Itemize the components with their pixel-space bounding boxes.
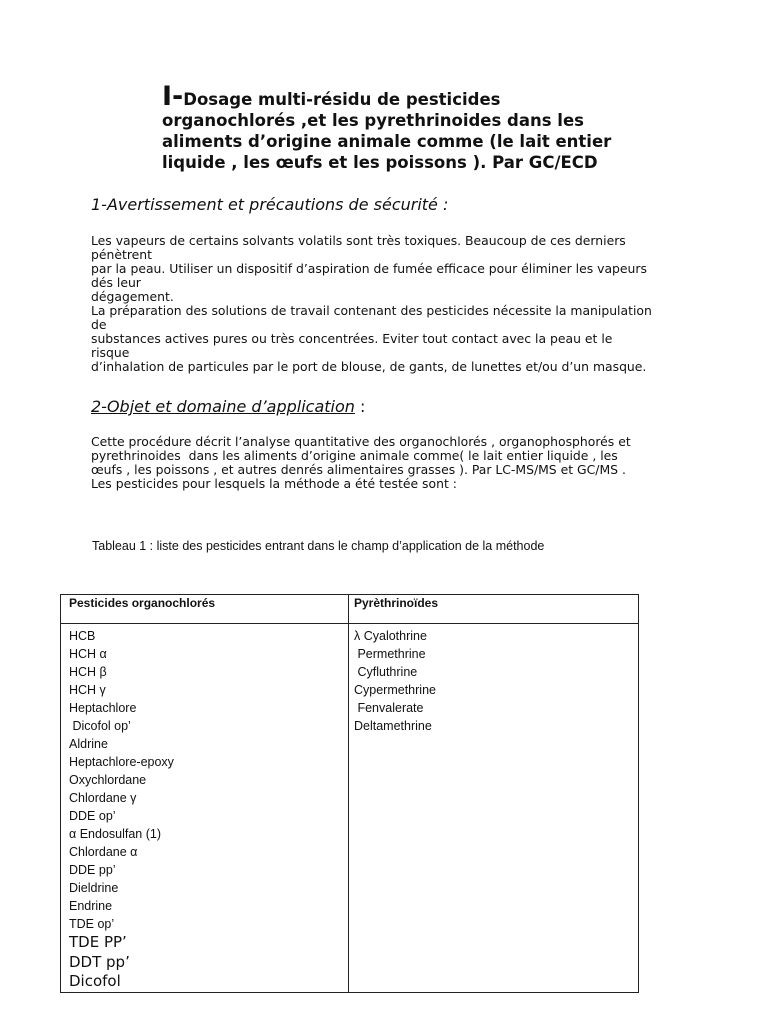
paragraph-line: par la peau. Utiliser un dispositif d’aspiration de fumée efficace pour éliminer les vapeurs — [91, 261, 647, 276]
section-2-paragraph — [91, 435, 691, 491]
paragraph-line: Les vapeurs de certains solvants volatils sont très toxiques. Beaucoup de ces derniers — [91, 233, 626, 248]
organochlore-item: DDE op’ — [69, 809, 116, 823]
paragraph-line: de — [91, 317, 107, 332]
section-2-heading-text: 2-Objet et domaine d’application — [91, 397, 355, 416]
section-1-paragraph — [91, 234, 691, 374]
title-line: aliments d’origine animale comme (le lait entier — [162, 132, 612, 151]
organochlore-item: DDT pp’ — [69, 952, 130, 971]
organochlore-item: Heptachlore — [69, 701, 137, 715]
pesticides-table — [60, 594, 639, 993]
pyrethrinoide-item: Deltamethrine — [354, 719, 432, 733]
organochlore-item: TDE PP’ — [69, 933, 127, 951]
pyrethrinoides-list — [349, 624, 638, 735]
header-pyrethrinoides — [349, 595, 639, 624]
paragraph-line: Cette procédure décrit l’analyse quantitative des organochlorés , organophosphorés et — [91, 434, 631, 449]
table-caption: Tableau 1 : liste des pesticides entrant dans le champ d’application de la méthode — [92, 539, 545, 553]
title-line: organochlorés ,et les pyrethrinoides dans les — [162, 111, 584, 130]
table-row — [61, 624, 639, 993]
organochlore-item: Dicofol op’ — [69, 719, 131, 733]
pyrethrinoide-item: λ Cyalothrine — [354, 629, 427, 643]
organochlores-list — [61, 624, 348, 992]
section-1-heading: 1-Avertissement et précautions de sécurité : — [91, 195, 449, 214]
pyrethrinoide-item: Fenvalerate — [354, 701, 424, 715]
paragraph-line: dégagement. — [91, 289, 174, 304]
header-label: Pyrèthrinoïdes — [354, 596, 439, 610]
organochlore-item: α Endosulfan (1) — [69, 827, 161, 841]
paragraph-line: substances actives pures ou très concentrées. Eviter tout contact avec la peau et le — [91, 331, 613, 346]
organochlore-item: DDE pp’ — [69, 863, 116, 877]
paragraph-line: pyrethrinoides dans les aliments d’origine animale comme( le lait entier liquide , les — [91, 448, 618, 463]
section-2-heading — [91, 397, 365, 416]
organochlore-item: Chlordane γ — [69, 791, 137, 805]
paragraph-line: œufs , les poissons , et autres denrés alimentaires grasses ). Par LC-MS/MS et GC/MS . — [91, 462, 626, 477]
organochlore-item: Dieldrine — [69, 881, 119, 895]
pyrethrinoide-item: Cyfluthrine — [354, 665, 418, 679]
organochlore-item: Aldrine — [69, 737, 108, 751]
title-prefix: I- — [162, 81, 184, 112]
paragraph-line: d’inhalation de particules par le port de blouse, de gants, de lunettes et/ou d’un masque. — [91, 359, 647, 374]
paragraph-line: Les pesticides pour lesquels la méthode a été testée sont : — [91, 476, 457, 491]
paragraph-line: pénètrent — [91, 247, 152, 262]
title-line: Dosage multi-résidu de pesticides — [183, 90, 501, 109]
paragraph-line: risque — [91, 345, 130, 360]
pyrethrinoide-item: Cypermethrine — [354, 683, 436, 697]
header-label: Pesticides organochlorés — [69, 596, 216, 610]
organochlore-item: HCH α — [69, 647, 107, 661]
organochlore-item: TDE op’ — [69, 917, 115, 931]
pyrethrinoides-cell — [349, 624, 639, 993]
paragraph-line: La préparation des solutions de travail contenant des pesticides nécessite la manipulation — [91, 303, 652, 318]
organochlore-item: Chlordane α — [69, 845, 138, 859]
organochlores-cell — [61, 624, 349, 993]
pyrethrinoide-item: Permethrine — [354, 647, 426, 661]
organochlore-item: Dicofol — [69, 972, 121, 990]
section-2-heading-colon: : — [354, 397, 366, 416]
title-line: liquide , les œufs et les poissons ). Par GC/ECD — [162, 153, 598, 172]
organochlore-item: Oxychlordane — [69, 773, 147, 787]
organochlore-item: Heptachlore-epoxy — [69, 755, 174, 769]
paragraph-line: dés leur — [91, 275, 141, 290]
organochlore-item: HCH γ — [69, 683, 106, 697]
organochlore-item: Endrine — [69, 899, 113, 913]
header-organochlores — [61, 595, 349, 624]
document-title — [162, 81, 722, 173]
organochlore-item: HCH β — [69, 665, 107, 679]
table-header-row — [61, 595, 639, 624]
organochlore-item: HCB — [69, 629, 96, 643]
